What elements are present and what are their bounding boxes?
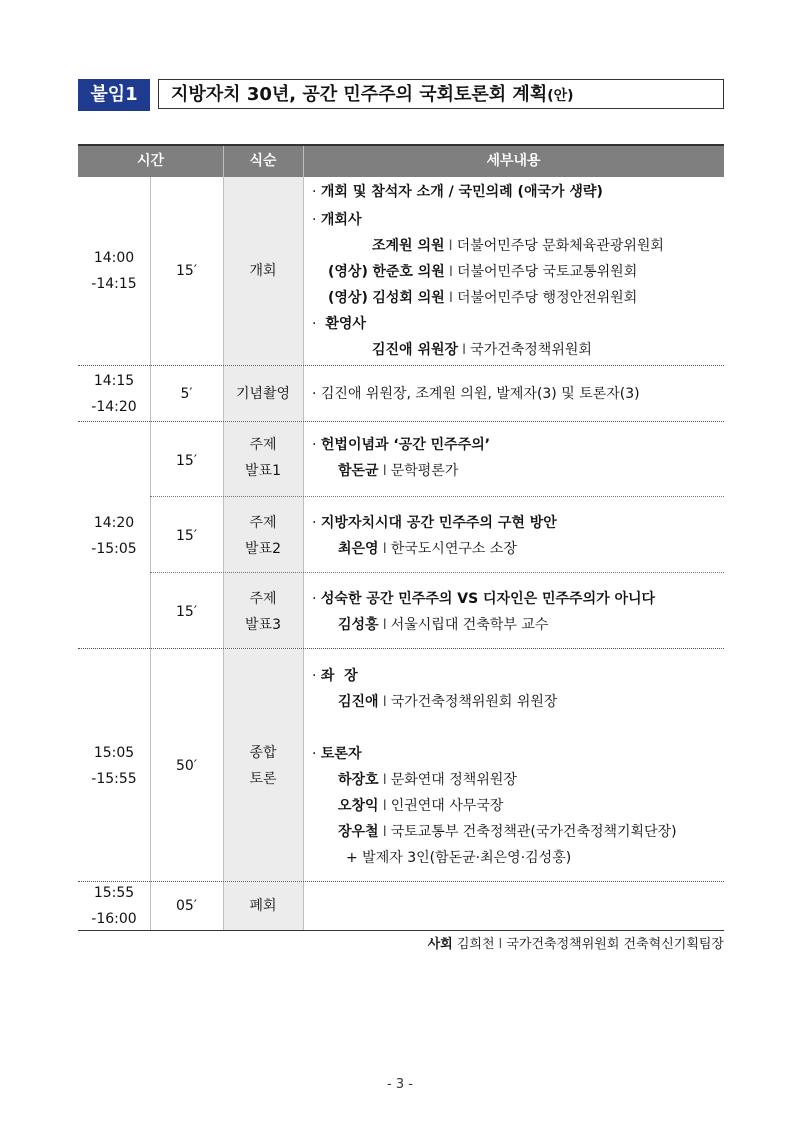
column-divider — [150, 177, 151, 930]
detail-line: 최은영 Ⅰ 한국도시연구소 소장 — [338, 541, 517, 557]
time-start: 14:00 — [93, 250, 135, 266]
row-separator — [78, 421, 724, 422]
column-divider — [303, 177, 304, 930]
time-start: 15:55 — [93, 885, 135, 901]
header-program: 식순 — [249, 153, 277, 169]
time-cell — [78, 368, 150, 420]
time-start: 15:05 — [93, 745, 135, 761]
detail-line: · 헌법이념과 ‘공간 민주주의’ — [312, 437, 491, 453]
program-cell: 폐회 — [249, 898, 277, 914]
detail-line: · 개회 및 참석자 소개 / 국민의례 (애국가 생략) — [312, 184, 603, 200]
details-opening — [312, 179, 664, 363]
row-separator — [78, 881, 724, 882]
detail-line: 김진애 Ⅰ 국가건축정책위원회 위원장 — [338, 694, 558, 710]
title-box — [158, 79, 724, 109]
attachment-badge: 붙임1 — [78, 79, 150, 111]
table-bottom-border — [78, 930, 724, 931]
sub-row-separator — [150, 496, 724, 497]
program-cell: 주제 발표3 — [245, 591, 281, 633]
detail-line: 장우철 Ⅰ 국토교통부 건축정책관(국가건축정책기획단장) — [338, 824, 677, 840]
detail-line: (영상) 한준호 의원 Ⅰ 더불어민주당 국토교통위원회 — [328, 264, 638, 280]
header-details: 세부내용 — [486, 153, 541, 169]
header-time: 시간 — [136, 153, 165, 169]
row-separator — [78, 648, 724, 649]
page-number: - 3 - — [387, 1077, 413, 1092]
duration-cell: 15′ — [176, 263, 197, 279]
details-discussion — [312, 663, 677, 871]
table-header — [78, 146, 724, 177]
detail-line: · 토론자 — [312, 746, 362, 762]
time-end: -15:05 — [91, 541, 137, 557]
time-start: 14:20 — [93, 515, 135, 531]
title-text: 지방자치 30년, 공간 민주주의 국회토론회 계획 — [171, 84, 548, 105]
duration-cell: 5′ — [180, 386, 193, 402]
time-start: 14:15 — [93, 373, 135, 389]
detail-line: 김진애 위원장 Ⅰ 국가건축정책위원회 — [372, 342, 592, 358]
detail-line: · 좌 장 — [312, 668, 358, 684]
detail-line: 오창익 Ⅰ 인권연대 사무국장 — [338, 798, 504, 814]
details-talk-1 — [312, 432, 490, 484]
document-title — [78, 79, 724, 111]
time-end: -14:15 — [91, 276, 137, 292]
title-suffix: (안) — [547, 88, 574, 104]
duration-cell: 05′ — [176, 898, 197, 914]
detail-line: · 성숙한 공간 민주주의 VS 디자인은 민주주의가 아니다 — [312, 591, 656, 607]
host-label: 사회 — [427, 937, 453, 952]
details-photo — [312, 381, 640, 407]
program-cell: 주제 발표1 — [245, 437, 281, 479]
time-cell — [78, 740, 150, 792]
detail-line: 하장호 Ⅰ 문화연대 정책위원장 — [338, 772, 517, 788]
time-end: -16:00 — [91, 911, 137, 927]
duration-cell: 15′ — [176, 528, 197, 544]
program-cell: 개회 — [249, 263, 277, 279]
detail-line: · 김진애 위원장, 조계원 의원, 발제자(3) 및 토론자(3) — [312, 386, 640, 402]
detail-line: (영상) 김성회 의원 Ⅰ 더불어민주당 행정안전위원회 — [328, 290, 638, 306]
program-cell: 주제 발표2 — [245, 515, 281, 557]
detail-line: · 지방자치시대 공간 민주주의 구현 방안 — [312, 515, 557, 531]
details-talk-2 — [312, 510, 557, 562]
sub-row-separator — [150, 572, 724, 573]
duration-cell: 15′ — [176, 604, 197, 620]
duration-cell: 50′ — [176, 758, 197, 774]
time-end: -14:20 — [91, 399, 137, 415]
time-cell — [78, 510, 150, 562]
program-cell: 기념촬영 — [235, 386, 291, 402]
detail-line: 조계원 의원 Ⅰ 더불어민주당 문화체육관광위원회 — [372, 238, 664, 254]
program-cell: 종합 토론 — [249, 745, 277, 787]
time-cell — [78, 245, 150, 297]
host-line: 사회 김희천 Ⅰ 국가건축정책위원회 건축혁신기획팀장 — [427, 937, 724, 952]
duration-cell: 15′ — [176, 453, 197, 469]
time-cell — [78, 880, 150, 932]
detail-line: · 개회사 — [312, 212, 362, 228]
detail-line: · 환영사 — [312, 316, 366, 332]
row-separator — [78, 365, 724, 366]
host-role: 국가건축정책위원회 건축혁신기획팀장 — [506, 937, 724, 952]
detail-line: 김성홍 Ⅰ 서울시립대 건축학부 교수 — [338, 617, 549, 633]
time-end: -15:55 — [91, 771, 137, 787]
detail-line: 함돈균 Ⅰ 문학평론가 — [338, 463, 459, 479]
host-name: 김희천 — [456, 937, 495, 952]
details-talk-3 — [312, 586, 655, 638]
detail-line: + 발제자 3인(함돈균·최은영·김성홍) — [346, 850, 572, 866]
